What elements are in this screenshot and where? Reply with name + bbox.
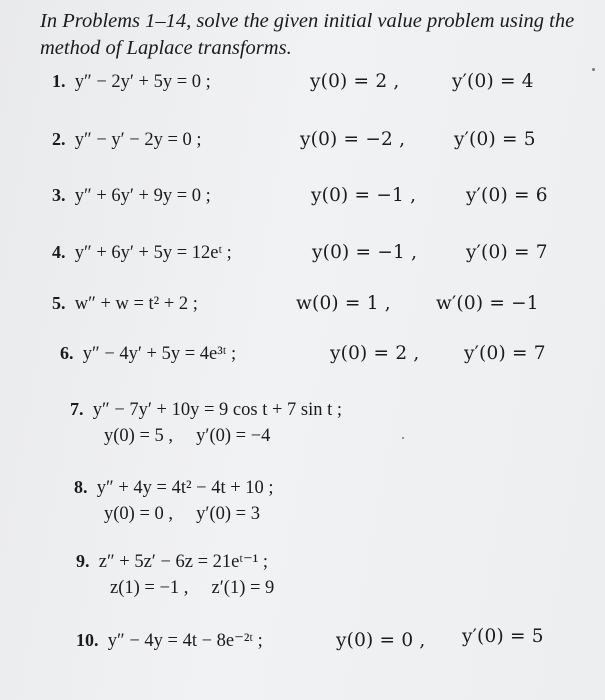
initial-condition-1: y(0) = −2 ,: [300, 129, 406, 150]
paper-speck: [592, 68, 595, 71]
initial-condition-2: y′(0) = 7: [466, 242, 548, 263]
initial-condition-2: y′(0) = 7: [464, 343, 546, 364]
initial-condition-1: z(1) = −1 ,: [110, 578, 189, 598]
problem-equation: y″ − 2y′ + 5y = 0 ;: [74, 72, 211, 92]
initial-condition-1: y(0) = 5 ,: [104, 426, 174, 446]
problem-equation: y″ + 4y = 4t² − 4t + 10 ;: [96, 478, 274, 498]
problem-7-conditions-row: [104, 426, 270, 447]
initial-condition-2: y′(0) = 3: [196, 504, 260, 524]
initial-condition-1: y(0) = −1 ,: [312, 242, 418, 263]
problem-8-equation-row: [74, 477, 274, 499]
problem-equation: w″ + w = t² + 2 ;: [74, 294, 198, 314]
problem-9-conditions-row: [110, 578, 274, 599]
initial-condition-1: w(0) = 1 ,: [296, 293, 391, 314]
problem-number: 6.: [60, 343, 74, 363]
initial-condition-1: y(0) = 2 ,: [330, 343, 420, 364]
problem-8-conditions-row: [104, 504, 260, 525]
problem-equation: y″ + 6y′ + 9y = 0 ;: [74, 186, 211, 206]
problem-5-equation-row: [52, 293, 198, 315]
initial-condition-2: y′(0) = −4: [196, 426, 271, 446]
problem-number: 1.: [52, 71, 66, 91]
initial-condition-1: y(0) = 0 ,: [336, 630, 426, 651]
problem-6-equation-row: [60, 343, 236, 365]
problem-4-equation-row: [52, 242, 232, 264]
problem-3-equation-row: [52, 185, 211, 207]
problem-equation: y″ + 6y′ + 5y = 12eᵗ ;: [74, 243, 232, 263]
problem-number: 8.: [74, 477, 88, 497]
initial-condition-1: y(0) = −1 ,: [311, 185, 417, 206]
problem-1-equation-row: [52, 71, 211, 93]
problem-number: 7.: [70, 399, 84, 419]
initial-condition-1: y(0) = 0 ,: [104, 504, 174, 524]
problem-number: 10.: [76, 630, 99, 650]
problem-10-equation-row: [76, 630, 263, 652]
problem-equation: y″ − 4y = 4t − 8e⁻²ᵗ ;: [107, 631, 263, 651]
problem-number: 3.: [52, 185, 66, 205]
problem-number: 2.: [52, 129, 66, 149]
problem-2-equation-row: [52, 129, 202, 151]
problem-number: 4.: [52, 242, 66, 262]
instructions-text: In Problems 1–14, solve the given initial value problem using the method of Laplace transforms.: [40, 10, 575, 59]
problem-equation: y″ − 7y′ + 10y = 9 cos t + 7 sin t ;: [92, 400, 343, 420]
initial-condition-2: y′(0) = 5: [462, 626, 544, 647]
initial-condition-2: z′(1) = 9: [211, 578, 275, 598]
problem-number: 5.: [52, 293, 66, 313]
initial-condition-2: w′(0) = −1: [436, 293, 539, 314]
initial-condition-2: y′(0) = 6: [466, 185, 548, 206]
initial-condition-2: y′(0) = 5: [454, 129, 536, 150]
problem-number: 9.: [76, 551, 90, 571]
initial-condition-1: y(0) = 2 ,: [310, 71, 400, 92]
problem-7-equation-row: [70, 399, 342, 421]
problem-equation: z″ + 5z′ − 6z = 21eᵗ⁻¹ ;: [98, 552, 269, 572]
paper-speck: [402, 437, 404, 439]
problem-9-equation-row: [76, 551, 268, 573]
problem-equation: y″ − y′ − 2y = 0 ;: [74, 130, 202, 150]
initial-condition-2: y′(0) = 4: [452, 71, 534, 92]
problem-equation: y″ − 4y′ + 5y = 4e³ᵗ ;: [82, 344, 237, 364]
